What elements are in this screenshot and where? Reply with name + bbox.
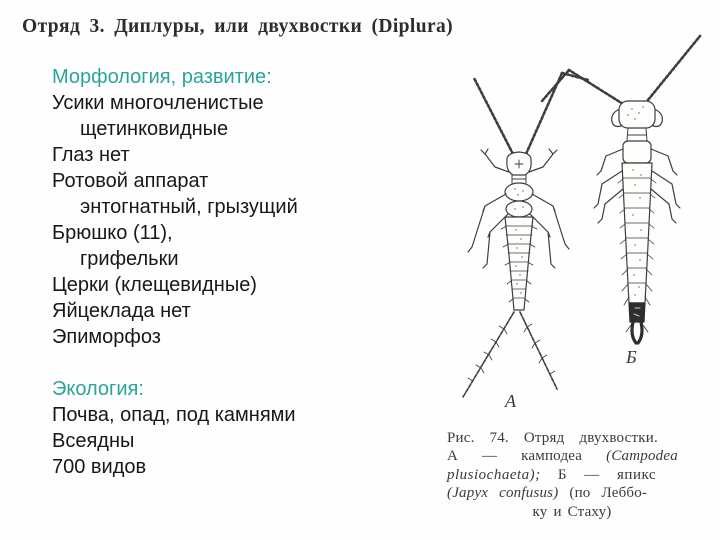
text-line: Ротовой аппарат	[52, 170, 209, 192]
text-line: Яйцеклада нет	[52, 300, 191, 322]
caption-text-segment: А — камподеа	[447, 448, 607, 465]
text-line: Церки (клещевидные)	[52, 274, 257, 296]
figure-label-a: А	[505, 391, 516, 411]
section-heading-ecology: Экология:	[52, 378, 144, 400]
text-line: щетинковидные	[80, 118, 229, 140]
section-heading-morphology: Морфология, развитие:	[52, 66, 272, 88]
caption-text-segment: Рис. 74. Отряд двухвостки.	[447, 430, 658, 446]
text-line: Усики многочленистые	[52, 92, 264, 114]
caption-text-segment: ку и Стаху)	[532, 503, 612, 520]
figure-caption	[447, 429, 697, 521]
text-line: грифельки	[80, 248, 179, 270]
text-line: Всеядны	[52, 430, 135, 452]
slide-title: Отряд 3. Диплуры, или двухвостки (Diplura)	[22, 16, 454, 37]
text-line: 700 видов	[52, 456, 147, 478]
caption-species-name: (Campodea	[606, 448, 678, 465]
caption-text-segment: (по Леббо-	[558, 485, 648, 502]
figure-illustrations	[395, 25, 720, 425]
text-line: Глаз нет	[52, 144, 130, 166]
caption-line	[447, 484, 697, 502]
caption-line	[447, 429, 697, 447]
text-line: Эпиморфоз	[52, 326, 161, 348]
caption-line	[447, 503, 697, 521]
campodea-illustration	[463, 73, 588, 397]
text-line: энтогнатный, грызущий	[80, 196, 298, 218]
text-line: Брюшко (11),	[52, 222, 173, 244]
caption-species-name: (Japyx confusus)	[447, 485, 559, 502]
japyx-illustration	[542, 36, 700, 343]
caption-line	[447, 447, 697, 465]
caption-text-segment: Б — япикс	[557, 466, 657, 483]
content-text	[52, 64, 372, 480]
text-line: Почва, опад, под камнями	[52, 404, 296, 426]
figure-label-b: Б	[626, 347, 637, 367]
blank-line	[52, 350, 372, 376]
caption-species-name: plusiochaeta);	[447, 466, 558, 483]
caption-line	[447, 466, 697, 484]
